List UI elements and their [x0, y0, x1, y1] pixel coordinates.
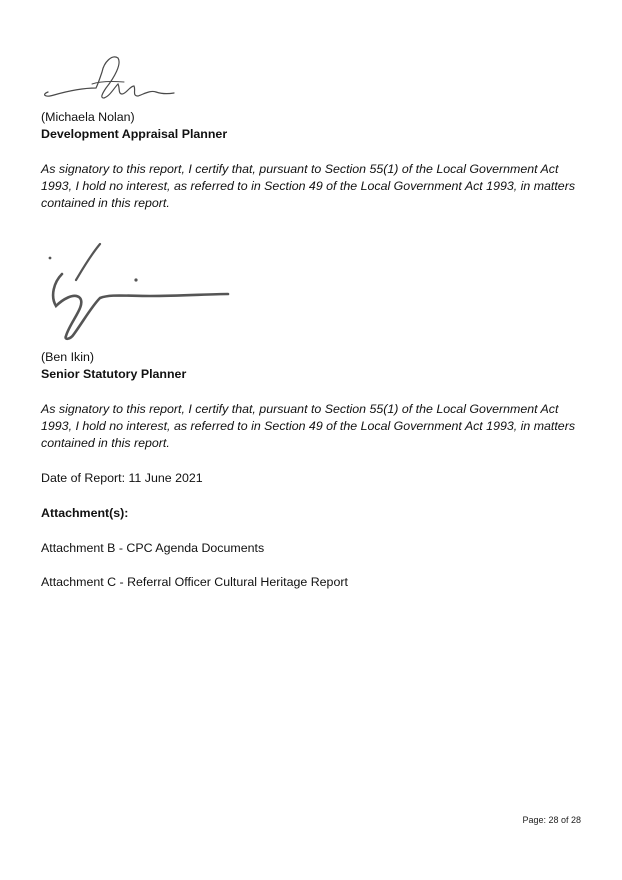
signatory-2-name: (Ben Ikin) [41, 350, 95, 364]
attachment-item: Attachment B - CPC Agenda Documents [41, 541, 265, 555]
attachments-heading: Attachment(s): [41, 506, 129, 520]
signatory-1-certification: As signatory to this report, I certify that, pursuant to Section 55(1) of the Local Government Act 1993, I hold no interest, as referred to in Section 49 of the Local Government Act 1993, in matters contained in this report. [41, 162, 576, 210]
page-number: Page: 28 of 28 [522, 815, 581, 825]
signatory-2-certification: As signatory to this report, I certify that, pursuant to Section 55(1) of the Local Government Act 1993, I hold no interest, as referred to in Section 49 of the Local Government Act 1993, in matters contained in this report. [41, 402, 576, 450]
signature-michaela-nolan [40, 48, 180, 104]
report-date: Date of Report: 11 June 2021 [41, 471, 203, 485]
signature-ben-ikin [40, 236, 240, 346]
attachment-item: Attachment C - Referral Officer Cultural Heritage Report [41, 575, 348, 589]
signatory-1-name: (Michaela Nolan) [41, 110, 135, 124]
signatory-2-role: Senior Statutory Planner [41, 367, 187, 381]
signatory-1-role: Development Appraisal Planner [41, 127, 228, 141]
